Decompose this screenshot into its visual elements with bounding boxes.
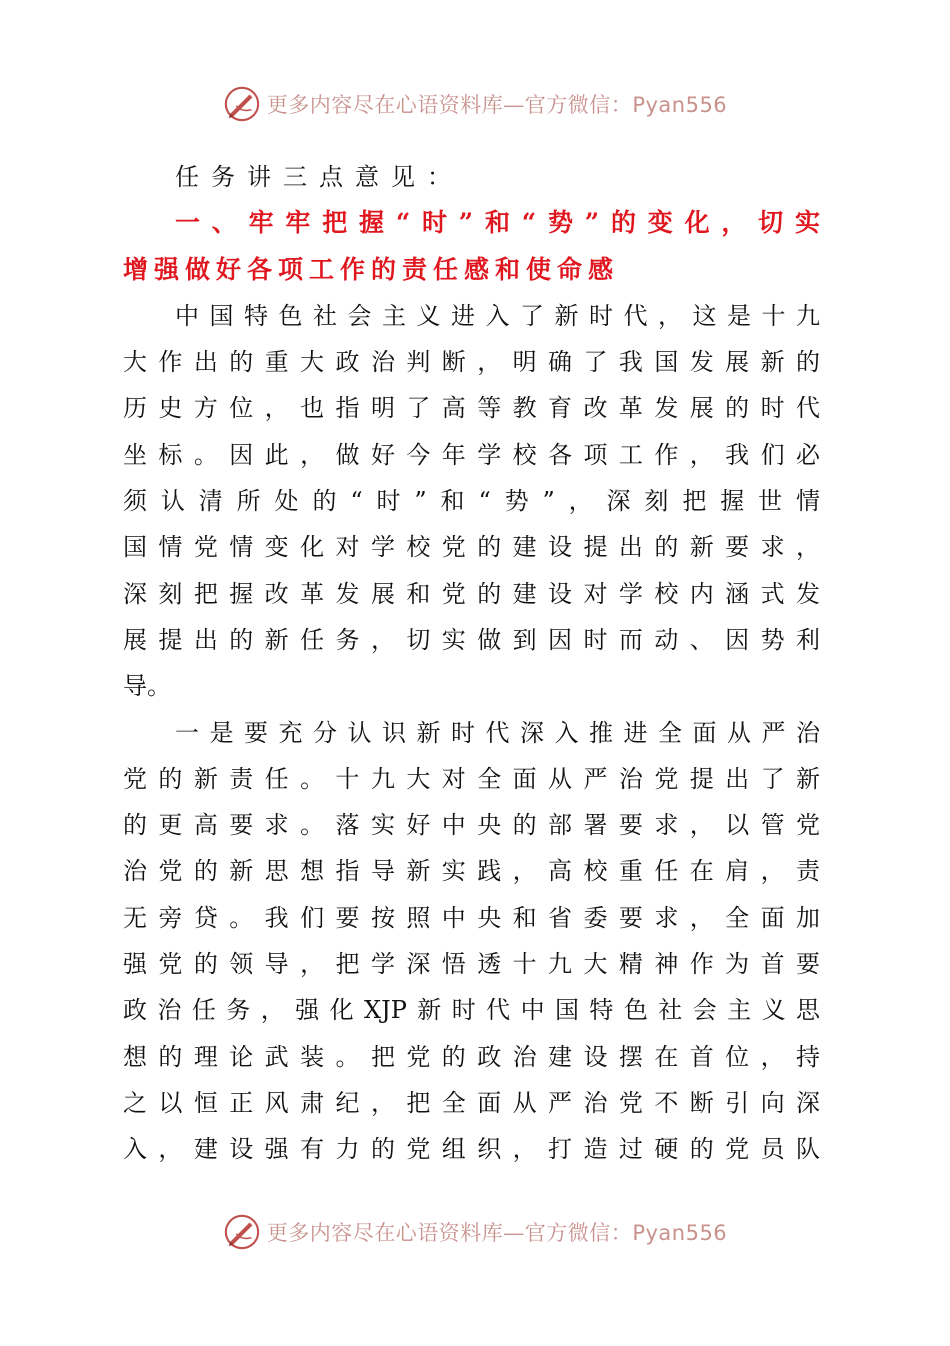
- paragraph-line: 展提出的新任务，切实做到因时而动、因势利: [123, 625, 820, 654]
- section-heading-line: 一、牢牢把握“时”和“势”的变化，切实: [175, 208, 820, 238]
- header-banner: [0, 82, 950, 126]
- paragraph-line: 导。: [123, 672, 171, 701]
- paragraph-line: 治党的新思想指导新实践，高校重任在肩，责: [123, 857, 820, 886]
- paragraph-line: 坐标。因此，做好今年学校各项工作，我们必: [123, 440, 820, 469]
- paragraph-line: 党的新责任。十九大对全面从严治党提出了新: [123, 764, 820, 793]
- paragraph-line: 无旁贷。我们要按照中央和省委要求，全面加: [123, 903, 820, 932]
- paragraph-line: 国情党情变化对学校党的建设提出的新要求，: [123, 533, 820, 562]
- banner-label: 更多内容尽在心语资料库—官方微信：: [266, 93, 633, 117]
- footer-banner: [0, 1210, 950, 1254]
- wechat-id: Pyan556: [632, 93, 728, 117]
- banner-text: [267, 89, 727, 119]
- paragraph-line: 大作出的重大政治判断，明确了我国发展新的: [123, 348, 820, 377]
- banner-label: 更多内容尽在心语资料库—官方微信：: [266, 1221, 633, 1245]
- paragraph-line: 一是要充分认识新时代深入推进全面从严治: [175, 718, 820, 747]
- paragraph-line: 中国特色社会主义进入了新时代，这是十九: [175, 301, 820, 330]
- paragraph-line: 强党的领导，把学深悟透十九大精神作为首要: [123, 950, 820, 979]
- document-body: [123, 154, 820, 1173]
- banner-text: [267, 1217, 727, 1247]
- section-heading-line: 增强做好各项工作的责任感和使命感: [123, 254, 620, 284]
- wechat-id: Pyan556: [632, 1221, 728, 1245]
- paragraph-line: 的更高要求。落实好中央的部署要求，以管党: [123, 811, 820, 840]
- intro-line: 任务讲三点意见：: [175, 163, 463, 191]
- paragraph-line: 政治任务，强化XJP新时代中国特色社会主义思: [123, 996, 820, 1025]
- paragraph-line: 深刻把握改革发展和党的建设对学校内涵式发: [123, 579, 820, 608]
- paragraph-line: 历史方位，也指明了高等教育改革发展的时代: [123, 394, 820, 423]
- pen-logo-icon: [223, 1213, 261, 1251]
- paragraph-line: 入，建设强有力的党组织，打造过硬的党员队: [123, 1135, 820, 1164]
- paragraph-line: 想的理论武装。把党的政治建设摆在首位，持: [123, 1042, 820, 1071]
- pen-logo-icon: [223, 85, 261, 123]
- paragraph-line: 须认清所处的“时”和“势”，深刻把握世情: [123, 487, 820, 516]
- paragraph-line: 之以恒正风肃纪，把全面从严治党不断引向深: [123, 1088, 820, 1117]
